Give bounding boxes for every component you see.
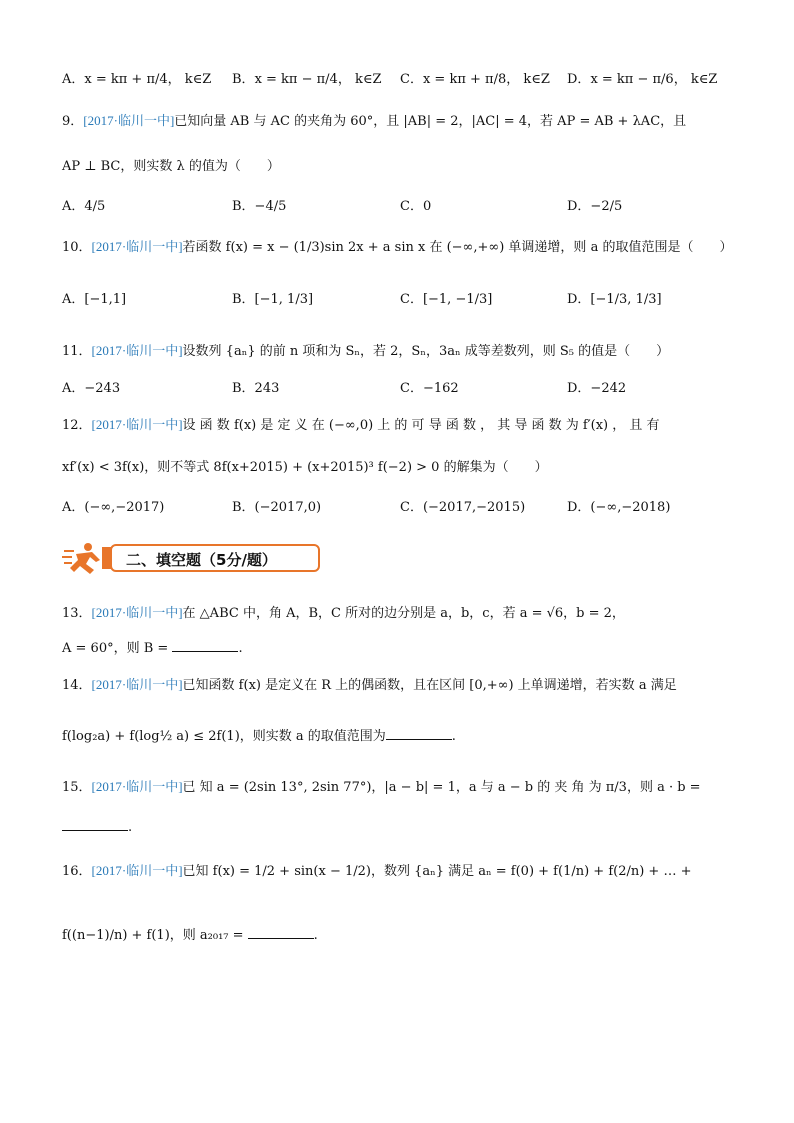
q13-source: [2017·临川一中] — [91, 605, 183, 620]
section-title: 二、填空题（5分/题） — [110, 544, 320, 572]
q13-number: 13． — [62, 606, 92, 621]
q11-text: 设数列 {aₙ} 的前 n 项和为 Sₙ，若 2，Sₙ，3aₙ 成等差数列，则 S₅ 的值是（ ） — [182, 344, 670, 359]
q9-option-a: A．4/5 — [62, 199, 106, 214]
q14-source: [2017·临川一中] — [91, 677, 183, 692]
q9-option-d: D．−2/5 — [567, 199, 623, 214]
q9-text-line1: 已知向量 AB 与 AC 的夹角为 60°，且 |AB| = 2，|AC| = 4，若 AP = AB + λAC，且 — [174, 114, 687, 129]
q9-stem-line2 — [62, 155, 280, 174]
q9-stem-line1 — [62, 110, 686, 129]
q8-c-text: x = kπ + π/8， k∈Z — [422, 72, 550, 87]
q8-option-c — [400, 68, 550, 87]
q12-text-line1: 设 函 数 f(x) 是 定 义 在 (−∞,0) 上 的 可 导 函 数 ， 其 导 函 数 为 f′(x) ， 且 有 — [182, 418, 660, 433]
q11-source: [2017·临川一中] — [91, 343, 183, 358]
q15-number: 15． — [62, 780, 92, 795]
q11-number: 11． — [62, 344, 92, 359]
q15-text-line1: 已 知 a = (2sin 13°, 2sin 77°)，|a − b| = 1，a 与 a − b 的 夹 角 为 π/3，则 a · b = — [182, 780, 701, 795]
q10-option-a: A．[−1,1] — [62, 292, 127, 307]
q9-text-line2: AP ⊥ BC，则实数 λ 的值为（ ） — [62, 159, 280, 174]
q12-number: 12． — [62, 418, 92, 433]
q8-b-text: x = kπ − π/4， k∈Z — [254, 72, 382, 87]
q12-text-line2: xf′(x) < 3f(x)，则不等式 8f(x+2015) + (x+2015)³ f(−2) > 0 的解集为（ ） — [62, 460, 548, 475]
q11-option-c: C．−162 — [400, 381, 459, 396]
q8-c-label: C． — [400, 72, 423, 87]
q9-source: [2017·临川一中] — [83, 113, 175, 128]
section-banner — [62, 540, 324, 578]
q12-option-d: D．(−∞,−2018) — [567, 500, 671, 515]
q13-stem-line1 — [62, 602, 625, 621]
q15-answer-blank[interactable] — [62, 818, 128, 831]
q10-stem — [62, 236, 732, 255]
q8-option-d — [567, 68, 717, 87]
q8-d-label: D． — [567, 72, 591, 87]
q15-stem-line1 — [62, 776, 701, 795]
q12-option-a: A．(−∞,−2017) — [62, 500, 165, 515]
q12-stem-line1 — [62, 414, 660, 433]
q14-stem-line1 — [62, 674, 677, 693]
q12-option-c: C．(−2017,−2015) — [400, 500, 526, 515]
q14-number: 14． — [62, 678, 92, 693]
q15-source: [2017·临川一中] — [91, 779, 183, 794]
q8-option-a — [62, 68, 211, 87]
q10-option-d: D．[−1/3, 1/3] — [567, 292, 662, 307]
q15-stem-line2: . — [62, 818, 132, 835]
q16-answer-blank[interactable] — [248, 926, 314, 939]
q12-source: [2017·临川一中] — [91, 417, 183, 432]
q16-stem-line1 — [62, 860, 691, 879]
q9-number: 9． — [62, 114, 84, 129]
q16-text-line2: f((n−1)/n) + f(1)，则 a₂₀₁₇ = — [62, 928, 248, 943]
q13-text-line1: 在 △ABC 中，角 A，B，C 所对的边分别是 a，b，c，若 a = √6，b = 2， — [182, 606, 625, 621]
q8-a-label: A． — [62, 72, 85, 87]
q13-answer-blank[interactable] — [172, 639, 238, 652]
q8-a-text: x = kπ + π/4， k∈Z — [84, 72, 212, 87]
q14-stem-line2: f(log₂a) + f(log½ a) ≤ 2f(1)，则实数 a 的取值范围为 . — [62, 729, 456, 744]
q10-option-b: B．[−1, 1/3] — [232, 292, 314, 307]
q10-number: 10． — [62, 240, 92, 255]
q10-source: [2017·临川一中] — [91, 239, 183, 254]
q8-d-text: x = kπ − π/6， k∈Z — [590, 72, 718, 87]
q10-text: 若函数 f(x) = x − (1/3)sin 2x + a sin x 在 (−∞,+∞) 单调递增，则 a 的取值范围是（ ） — [182, 240, 733, 255]
q9-option-c: C．0 — [400, 199, 432, 214]
q8-b-label: B． — [232, 72, 255, 87]
q14-text-line2: f(log₂a) + f(log½ a) ≤ 2f(1)，则实数 a 的取值范围为 — [62, 729, 386, 744]
q11-stem — [62, 340, 669, 359]
q14-answer-blank[interactable] — [386, 727, 452, 740]
q10-option-c: C．[−1, −1/3] — [400, 292, 493, 307]
q16-number: 16． — [62, 864, 92, 879]
q12-option-b: B．(−2017,0) — [232, 500, 322, 515]
q16-text-line1: 已知 f(x) = 1/2 + sin(x − 1/2)，数列 {aₙ} 满足 aₙ = f(0) + f(1/n) + f(2/n) + … + — [182, 864, 692, 879]
q11-option-d: D．−242 — [567, 381, 627, 396]
q14-text-line1: 已知函数 f(x) 是定义在 R 上的偶函数，且在区间 [0,+∞) 上单调递增，若实数 a 满足 — [182, 678, 677, 693]
q13-text-line2: A = 60°，则 B = — [62, 641, 173, 656]
q8-option-b — [232, 68, 382, 87]
q11-option-a: A．−243 — [62, 381, 121, 396]
q16-stem-line2: f((n−1)/n) + f(1)，则 a₂₀₁₇ = . — [62, 928, 318, 943]
q12-stem-line2 — [62, 456, 548, 475]
q13-stem-line2: A = 60°，则 B = . — [62, 641, 243, 656]
q9-option-b: B．−4/5 — [232, 199, 287, 214]
q16-source: [2017·临川一中] — [91, 863, 183, 878]
q11-option-b: B．243 — [232, 381, 280, 396]
